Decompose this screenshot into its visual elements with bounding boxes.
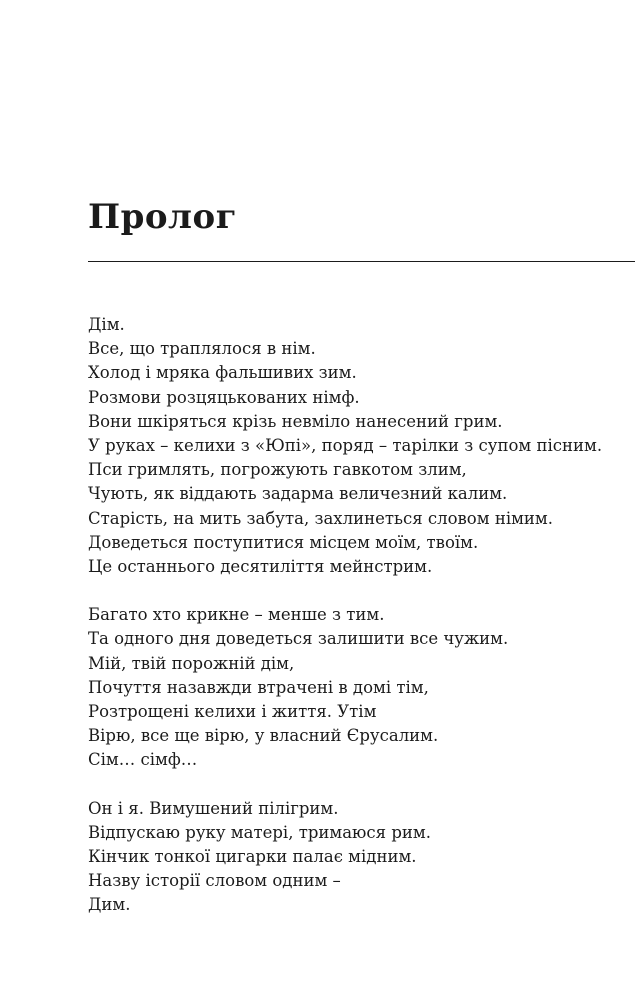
poem-line: Мій, твій порожній дім, (88, 653, 295, 673)
poem-line: Доведеться поступитися місцем моїм, твоїм. (88, 532, 479, 552)
poem-line: Кінчик тонкої цигарки палає мідним. (88, 847, 417, 867)
poem-line: Розтрощені келихи і життя. Утім (88, 702, 377, 722)
stanza-2 (88, 603, 628, 772)
poem-line: Вони шкіряться крізь невміло нанесений грим. (88, 411, 503, 431)
poem-line: Та одного дня доведеться залишити все чужим. (88, 629, 509, 649)
poem-line: Розмови розцяцькованих німф. (88, 387, 360, 407)
poem-line: Вірю, все ще вірю, у власний Єрусалим. (88, 726, 439, 746)
poem-line: Дім. (88, 315, 125, 334)
chapter-title: Пролог (88, 197, 238, 237)
poem-line: Почуття назавжди втрачені в домі тім, (88, 677, 429, 697)
poem-line: Це останнього десятиліття мейнстрим. (88, 557, 433, 577)
stanza-1 (88, 313, 628, 579)
poem-line: Дим. (88, 895, 131, 915)
poem-line: Холод і мряка фальшивих зим. (88, 363, 357, 383)
stanza-3 (88, 797, 628, 918)
poem-line: Чують, як віддають задарма величезний калим. (88, 484, 508, 504)
poem-line: Назву історії словом одним – (88, 871, 341, 891)
title-divider (88, 261, 635, 262)
poem-line: Все, що траплялося в нім. (88, 339, 316, 359)
poem-line: Сім… сімф… (88, 750, 198, 770)
poem-line: У руках – келихи з «Юпі», поряд – тарілки з супом пісним. (88, 436, 603, 456)
poem-line: Багато хто крикне – менше з тим. (88, 605, 385, 625)
poem (88, 313, 628, 942)
poem-line: Он і я. Вимушений пілігрим. (88, 798, 339, 818)
poem-line: Відпускаю руку матері, тримаюся рим. (88, 822, 431, 842)
poem-line: Старість, на мить забута, захлинеться словом німим. (88, 508, 554, 528)
poem-line: Пси гримлять, погрожують гавкотом злим, (88, 460, 467, 480)
